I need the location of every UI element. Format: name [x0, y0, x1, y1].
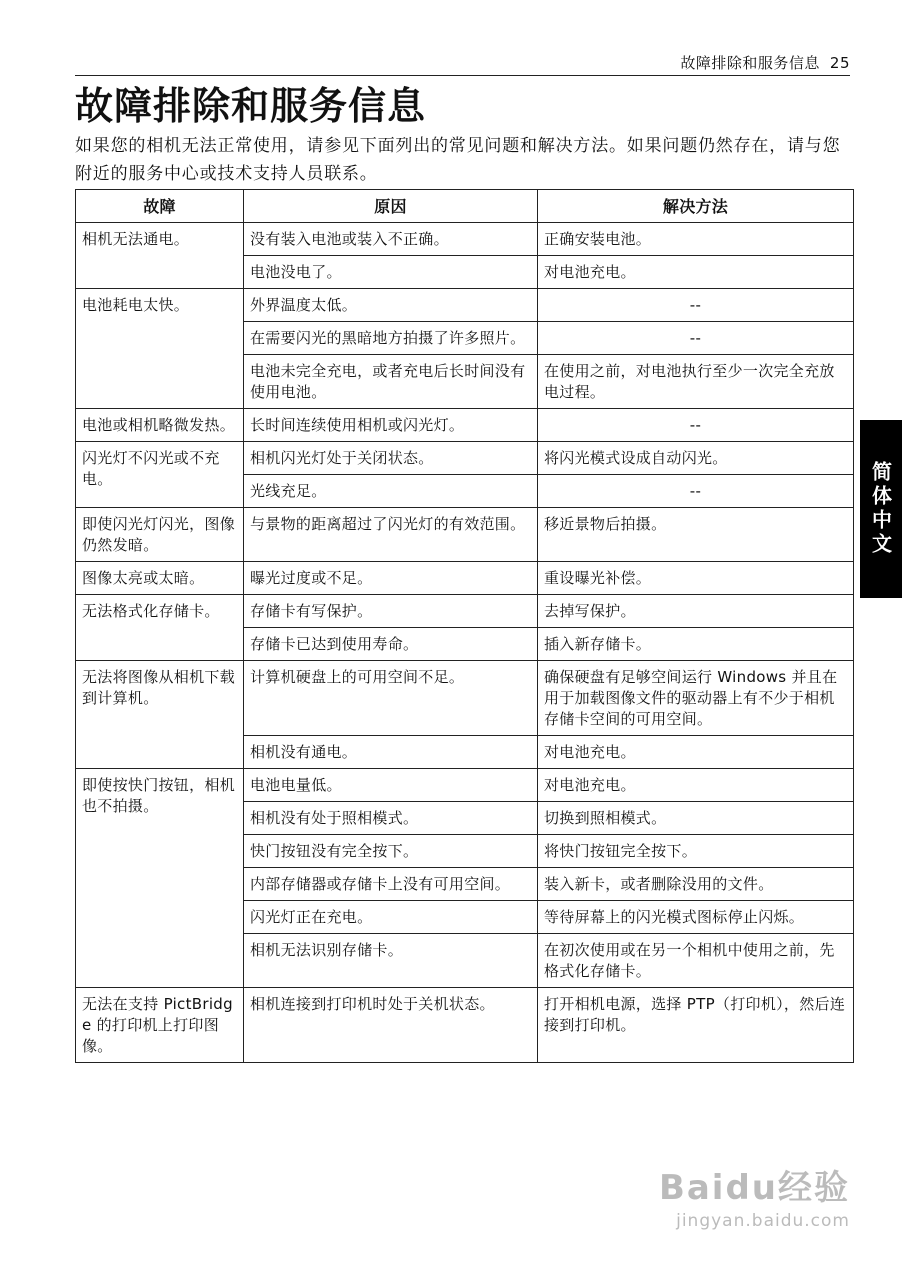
solution-cell: 移近景物后拍摄。 — [538, 508, 854, 562]
table-row — [76, 409, 854, 442]
problem-cell: 即使按快门按钮，相机也不拍摄。 — [76, 769, 244, 988]
cause-cell: 电池未完全充电，或者充电后长时间没有使用电池。 — [244, 355, 538, 409]
table-row — [76, 508, 854, 562]
cause-cell: 外界温度太低。 — [244, 289, 538, 322]
solution-cell: 将快门按钮完全按下。 — [538, 835, 854, 868]
cause-cell: 相机没有通电。 — [244, 736, 538, 769]
solution-cell: 重设曝光补偿。 — [538, 562, 854, 595]
problem-cell: 无法将图像从相机下载到计算机。 — [76, 661, 244, 769]
cause-cell: 相机无法识别存储卡。 — [244, 934, 538, 988]
problem-cell: 电池耗电太快。 — [76, 289, 244, 409]
page-title: 故障排除和服务信息 — [75, 84, 427, 128]
table-row — [76, 988, 854, 1063]
solution-cell: 正确安装电池。 — [538, 223, 854, 256]
table-row — [76, 769, 854, 802]
cause-cell: 内部存储器或存储卡上没有可用空间。 — [244, 868, 538, 901]
table-body — [76, 223, 854, 1063]
solution-cell: -- — [538, 475, 854, 508]
page-number: 25 — [829, 54, 850, 72]
problem-cell: 即使闪光灯闪光，图像仍然发暗。 — [76, 508, 244, 562]
solution-cell: -- — [538, 409, 854, 442]
solution-cell: 将闪光模式设成自动闪光。 — [538, 442, 854, 475]
problem-cell: 图像太亮或太暗。 — [76, 562, 244, 595]
solution-cell: 去掉写保护。 — [538, 595, 854, 628]
cause-cell: 存储卡有写保护。 — [244, 595, 538, 628]
cause-cell: 电池没电了。 — [244, 256, 538, 289]
cause-cell: 没有装入电池或装入不正确。 — [244, 223, 538, 256]
language-tab-label: 简体中文 — [868, 461, 893, 557]
header-cause: 原因 — [244, 190, 538, 223]
intro-paragraph: 如果您的相机无法正常使用，请参见下面列出的常见问题和解决方法。如果问题仍然存在，请与您附近的服务中心或技术支持人员联系。 — [75, 136, 841, 184]
language-tab — [860, 420, 902, 598]
table-row — [76, 223, 854, 256]
header-rule — [75, 75, 850, 76]
table-row — [76, 289, 854, 322]
solution-cell: 对电池充电。 — [538, 769, 854, 802]
solution-cell: 装入新卡，或者删除没用的文件。 — [538, 868, 854, 901]
watermark-url: jingyan.baidu.com — [676, 1211, 850, 1231]
problem-cell: 相机无法通电。 — [76, 223, 244, 289]
table-row — [76, 442, 854, 475]
troubleshooting-table — [75, 189, 854, 1063]
cause-cell: 在需要闪光的黑暗地方拍摄了许多照片。 — [244, 322, 538, 355]
cause-cell: 闪光灯正在充电。 — [244, 901, 538, 934]
running-header — [680, 52, 850, 73]
table-row — [76, 562, 854, 595]
solution-cell: -- — [538, 322, 854, 355]
header-problem: 故障 — [76, 190, 244, 223]
cause-cell: 电池电量低。 — [244, 769, 538, 802]
cause-cell: 与景物的距离超过了闪光灯的有效范围。 — [244, 508, 538, 562]
solution-cell: 插入新存储卡。 — [538, 628, 854, 661]
solution-cell: -- — [538, 289, 854, 322]
cause-cell: 光线充足。 — [244, 475, 538, 508]
cause-cell: 相机连接到打印机时处于关机状态。 — [244, 988, 538, 1063]
problem-cell: 闪光灯不闪光或不充电。 — [76, 442, 244, 508]
solution-cell: 对电池充电。 — [538, 256, 854, 289]
cause-cell: 曝光过度或不足。 — [244, 562, 538, 595]
watermark-logo: Baidu经验 — [658, 1168, 850, 1208]
solution-cell: 对电池充电。 — [538, 736, 854, 769]
solution-cell: 在使用之前，对电池执行至少一次完全充放电过程。 — [538, 355, 854, 409]
table-row — [76, 661, 854, 736]
problem-cell: 无法格式化存储卡。 — [76, 595, 244, 661]
solution-cell: 切换到照相模式。 — [538, 802, 854, 835]
cause-cell: 相机没有处于照相模式。 — [244, 802, 538, 835]
solution-cell: 打开相机电源，选择 PTP（打印机），然后连接到打印机。 — [538, 988, 854, 1063]
cause-cell: 快门按钮没有完全按下。 — [244, 835, 538, 868]
cause-cell: 计算机硬盘上的可用空间不足。 — [244, 661, 538, 736]
solution-cell: 在初次使用或在另一个相机中使用之前，先格式化存储卡。 — [538, 934, 854, 988]
cause-cell: 存储卡已达到使用寿命。 — [244, 628, 538, 661]
cause-cell: 相机闪光灯处于关闭状态。 — [244, 442, 538, 475]
watermark — [659, 1160, 850, 1231]
solution-cell: 等待屏幕上的闪光模式图标停止闪烁。 — [538, 901, 854, 934]
cause-cell: 长时间连续使用相机或闪光灯。 — [244, 409, 538, 442]
solution-cell: 确保硬盘有足够空间运行 Windows 并且在用于加载图像文件的驱动器上有不少于相机存储卡空间的可用空间。 — [538, 661, 854, 736]
table-header-row — [76, 190, 854, 223]
header-solution: 解决方法 — [538, 190, 854, 223]
problem-cell: 无法在支持 PictBridge 的打印机上打印图像。 — [76, 988, 244, 1063]
table-header — [76, 190, 854, 223]
running-header-title: 故障排除和服务信息 — [680, 54, 820, 72]
table-row — [76, 595, 854, 628]
problem-cell: 电池或相机略微发热。 — [76, 409, 244, 442]
